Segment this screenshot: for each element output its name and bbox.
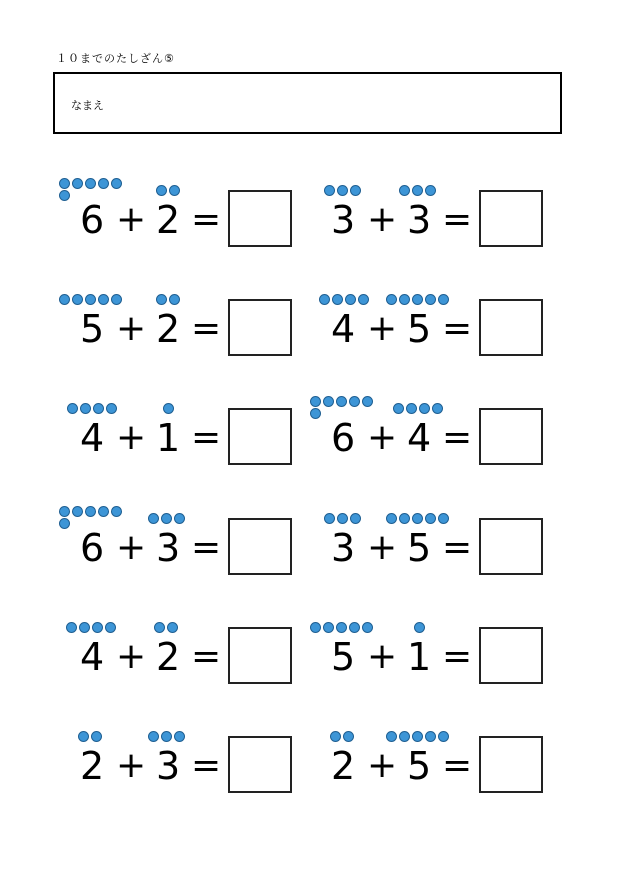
answer-box[interactable] [479, 299, 543, 356]
counting-dot [72, 178, 83, 189]
counting-dot [111, 294, 122, 305]
counting-dot [319, 294, 330, 305]
counting-dot [336, 622, 347, 633]
counting-dot [399, 294, 410, 305]
counting-dot [93, 403, 104, 414]
counting-dot [78, 731, 89, 742]
counting-dot [59, 190, 70, 201]
equals-sign: = [442, 199, 473, 240]
counting-dot [59, 506, 70, 517]
problem-1 [56, 172, 306, 262]
counting-dot [393, 403, 404, 414]
counting-dot [161, 513, 172, 524]
plus-sign: + [367, 527, 398, 568]
counting-dot [98, 294, 109, 305]
addend-a: 3 [331, 526, 356, 570]
name-label: なまえ [71, 99, 104, 112]
plus-sign: + [367, 199, 398, 240]
counting-dot [156, 294, 167, 305]
counting-dot [105, 622, 116, 633]
counting-dot [91, 731, 102, 742]
counting-dot [310, 408, 321, 419]
equals-sign: = [442, 417, 473, 458]
counting-dot [324, 513, 335, 524]
plus-sign: + [116, 199, 147, 240]
counting-dot [111, 178, 122, 189]
answer-box[interactable] [228, 736, 292, 793]
counting-dot [169, 294, 180, 305]
counting-dot [337, 513, 348, 524]
addend-b: 1 [156, 416, 181, 460]
counting-dot [386, 731, 397, 742]
plus-sign: + [116, 636, 147, 677]
addend-b: 2 [156, 198, 181, 242]
counting-dot [310, 396, 321, 407]
counting-dot [85, 294, 96, 305]
counting-dot [92, 622, 103, 633]
equals-sign: = [191, 527, 222, 568]
counting-dot [362, 396, 373, 407]
plus-sign: + [116, 417, 147, 458]
counting-dot [414, 622, 425, 633]
plus-sign: + [367, 636, 398, 677]
counting-dot [163, 403, 174, 414]
answer-box[interactable] [479, 408, 543, 465]
name-box[interactable] [53, 72, 562, 134]
addend-a: 6 [80, 198, 105, 242]
plus-sign: + [116, 308, 147, 349]
counting-dot [337, 185, 348, 196]
addend-a: 6 [80, 526, 105, 570]
addend-b: 2 [156, 635, 181, 679]
addend-b: 3 [156, 526, 181, 570]
addend-a: 2 [80, 744, 105, 788]
equals-sign: = [442, 636, 473, 677]
plus-sign: + [367, 745, 398, 786]
answer-box[interactable] [228, 408, 292, 465]
problem-11 [56, 718, 306, 808]
addend-a: 4 [80, 416, 105, 460]
counting-dot [80, 403, 91, 414]
problem-9 [56, 609, 306, 699]
counting-dot [432, 403, 443, 414]
counting-dot [399, 185, 410, 196]
plus-sign: + [116, 745, 147, 786]
problem-4 [307, 281, 557, 371]
counting-dot [59, 518, 70, 529]
counting-dot [349, 396, 360, 407]
answer-box[interactable] [479, 518, 543, 575]
counting-dot [350, 185, 361, 196]
addend-a: 4 [80, 635, 105, 679]
counting-dot [412, 185, 423, 196]
counting-dot [106, 403, 117, 414]
counting-dot [425, 294, 436, 305]
counting-dot [324, 185, 335, 196]
counting-dot [412, 294, 423, 305]
addend-b: 5 [407, 526, 432, 570]
counting-dot [412, 731, 423, 742]
counting-dot [425, 513, 436, 524]
answer-box[interactable] [479, 736, 543, 793]
addend-a: 2 [331, 744, 356, 788]
problem-12 [307, 718, 557, 808]
counting-dot [425, 731, 436, 742]
answer-box[interactable] [228, 299, 292, 356]
problem-8 [307, 500, 557, 590]
counting-dot [362, 622, 373, 633]
counting-dot [419, 403, 430, 414]
counting-dot [59, 178, 70, 189]
addend-b: 1 [407, 635, 432, 679]
addend-a: 5 [331, 635, 356, 679]
equals-sign: = [191, 417, 222, 458]
counting-dot [148, 731, 159, 742]
counting-dot [59, 294, 70, 305]
counting-dot [67, 403, 78, 414]
counting-dot [72, 294, 83, 305]
counting-dot [169, 185, 180, 196]
counting-dot [174, 731, 185, 742]
counting-dot [350, 513, 361, 524]
equals-sign: = [191, 308, 222, 349]
counting-dot [167, 622, 178, 633]
problem-2 [307, 172, 557, 262]
problem-5 [56, 390, 306, 480]
plus-sign: + [116, 527, 147, 568]
equals-sign: = [191, 199, 222, 240]
equals-sign: = [442, 745, 473, 786]
addend-b: 5 [407, 307, 432, 351]
counting-dot [399, 513, 410, 524]
plus-sign: + [367, 308, 398, 349]
counting-dot [148, 513, 159, 524]
equals-sign: = [442, 308, 473, 349]
counting-dot [358, 294, 369, 305]
counting-dot [399, 731, 410, 742]
counting-dot [386, 294, 397, 305]
counting-dot [332, 294, 343, 305]
addend-b: 3 [407, 198, 432, 242]
counting-dot [323, 396, 334, 407]
addend-b: 4 [407, 416, 432, 460]
addend-b: 5 [407, 744, 432, 788]
counting-dot [174, 513, 185, 524]
counting-dot [345, 294, 356, 305]
answer-box[interactable] [479, 627, 543, 684]
equals-sign: = [442, 527, 473, 568]
plus-sign: + [367, 417, 398, 458]
counting-dot [111, 506, 122, 517]
equals-sign: = [191, 636, 222, 677]
answer-box[interactable] [479, 190, 543, 247]
answer-box[interactable] [228, 518, 292, 575]
worksheet-title: １０までのたしざん⑤ [56, 52, 175, 65]
counting-dot [438, 513, 449, 524]
counting-dot [156, 185, 167, 196]
counting-dot [98, 178, 109, 189]
addend-b: 3 [156, 744, 181, 788]
problem-10 [307, 609, 557, 699]
counting-dot [438, 731, 449, 742]
counting-dot [98, 506, 109, 517]
counting-dot [154, 622, 165, 633]
counting-dot [72, 506, 83, 517]
counting-dot [161, 731, 172, 742]
equals-sign: = [191, 745, 222, 786]
problem-3 [56, 281, 306, 371]
counting-dot [79, 622, 90, 633]
counting-dot [336, 396, 347, 407]
counting-dot [425, 185, 436, 196]
addend-b: 2 [156, 307, 181, 351]
counting-dot [412, 513, 423, 524]
answer-box[interactable] [228, 627, 292, 684]
counting-dot [386, 513, 397, 524]
counting-dot [85, 178, 96, 189]
counting-dot [343, 731, 354, 742]
addend-a: 3 [331, 198, 356, 242]
counting-dot [349, 622, 360, 633]
counting-dot [406, 403, 417, 414]
counting-dot [66, 622, 77, 633]
counting-dot [85, 506, 96, 517]
addend-a: 5 [80, 307, 105, 351]
answer-box[interactable] [228, 190, 292, 247]
problem-6 [307, 390, 557, 480]
counting-dot [310, 622, 321, 633]
addend-a: 4 [331, 307, 356, 351]
problem-7 [56, 500, 306, 590]
addend-a: 6 [331, 416, 356, 460]
counting-dot [438, 294, 449, 305]
counting-dot [323, 622, 334, 633]
counting-dot [330, 731, 341, 742]
